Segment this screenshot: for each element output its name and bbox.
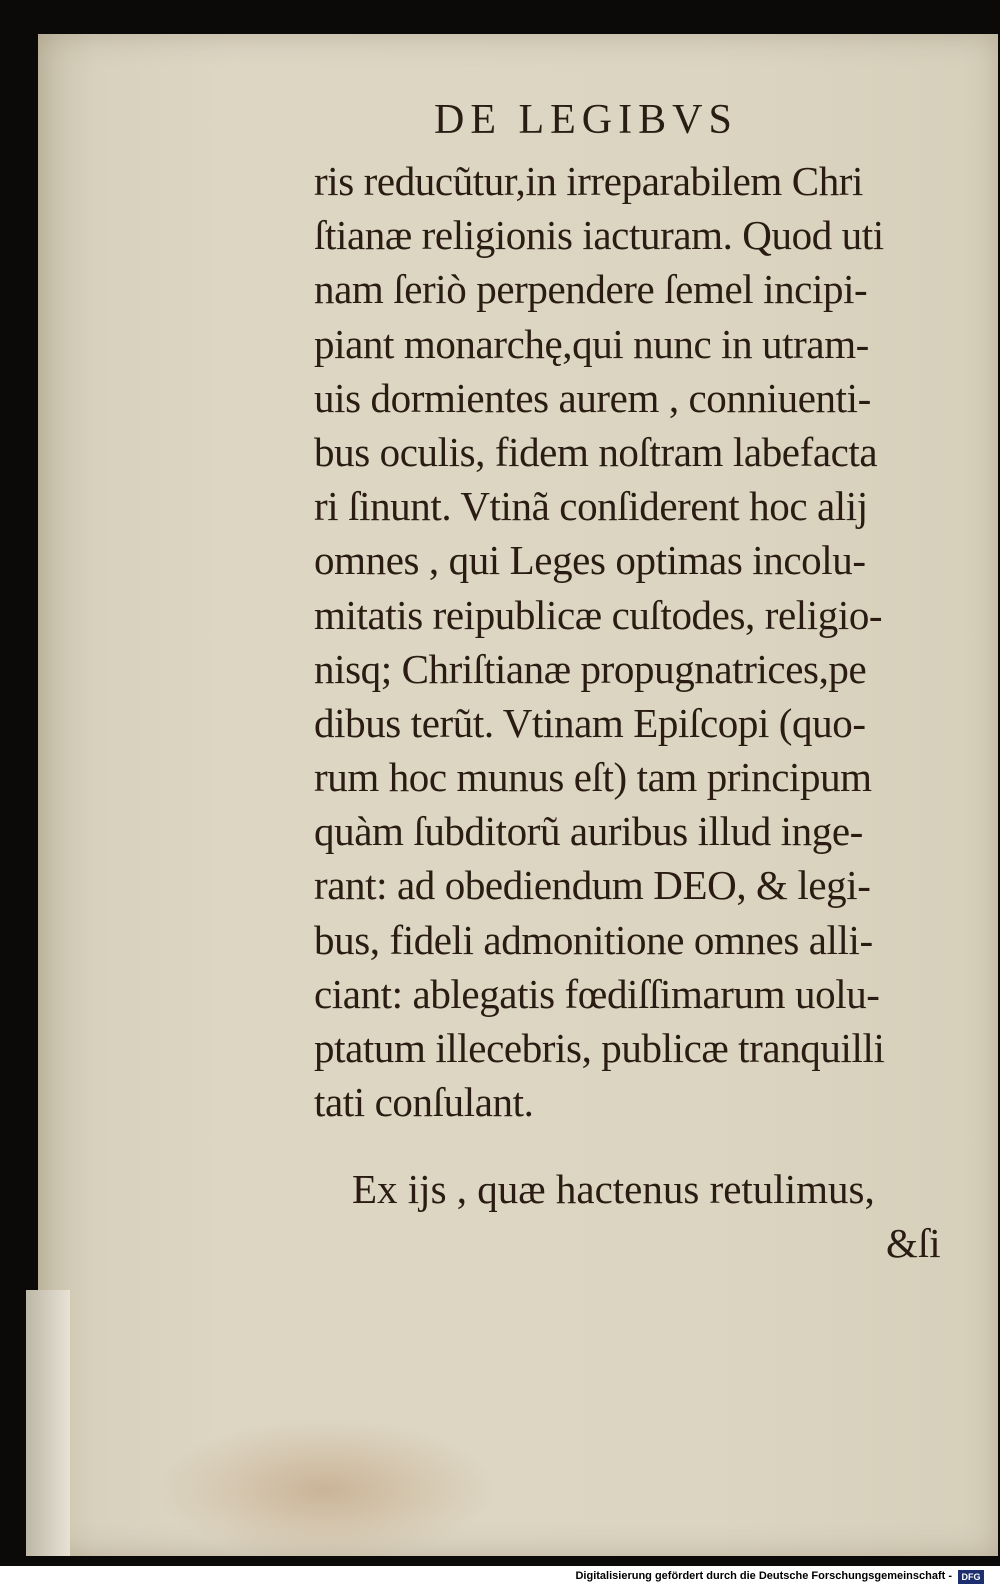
text-line: quàm ſubditorũ auribus illud inge- — [314, 808, 863, 855]
paper-stain — [160, 1420, 490, 1560]
text-line: rant: ad obediendum DEO, & legi- — [314, 862, 871, 909]
text-line: omnes , qui Leges optimas incolu- — [314, 537, 866, 584]
text-line: piant monarchę,qui nunc in utram- — [314, 320, 869, 367]
text-line: ptatum illecebris, publicæ tranquilli — [314, 1025, 885, 1071]
running-header: DE LEGIBVS — [434, 97, 738, 143]
text-line: tati conſulant. — [314, 1079, 534, 1126]
text-line: uis dormientes aurem , conniuenti- — [314, 374, 871, 421]
text-line: ri ſinunt. Vtinã conſiderent hoc alij — [314, 483, 868, 530]
text-line: ciant: ablegatis fœdiſſimarum uolu- — [314, 970, 880, 1017]
text-line: rum hoc munus eſt) tam principum — [314, 754, 872, 801]
text-line: bus oculis, fidem noſtram labefacta — [314, 428, 878, 475]
next-paragraph-start: Ex ijs , quæ hactenus retulimus, — [352, 1166, 875, 1212]
catchword: &ſi — [886, 1220, 941, 1266]
page-edge-strip — [26, 1290, 70, 1556]
text-line: bus, fideli admonitione omnes alli- — [314, 916, 873, 963]
text-line: ſtianæ religionis iacturam. Quod uti — [314, 212, 884, 259]
text-line: ris reducũtur,in irreparabilem Chri — [314, 158, 864, 204]
digitization-footer — [0, 1566, 1000, 1589]
text-block — [314, 154, 966, 1129]
dfg-logo-icon: DFG — [958, 1570, 984, 1584]
text-line: nisq; Chriſtianæ propugnatrices,pe — [314, 645, 867, 692]
text-line: mitatis reipublicæ cuſtodes, religio- — [314, 591, 883, 638]
text-line: dibus terũt. Vtinam Epiſcopi (quo- — [314, 699, 866, 746]
funding-credit: Digitalisierung gefördert durch die Deutsche Forschungsgemeinschaft - — [575, 1570, 952, 1582]
text-line: nam ſeriò perpendere ſemel incipi- — [314, 266, 868, 313]
